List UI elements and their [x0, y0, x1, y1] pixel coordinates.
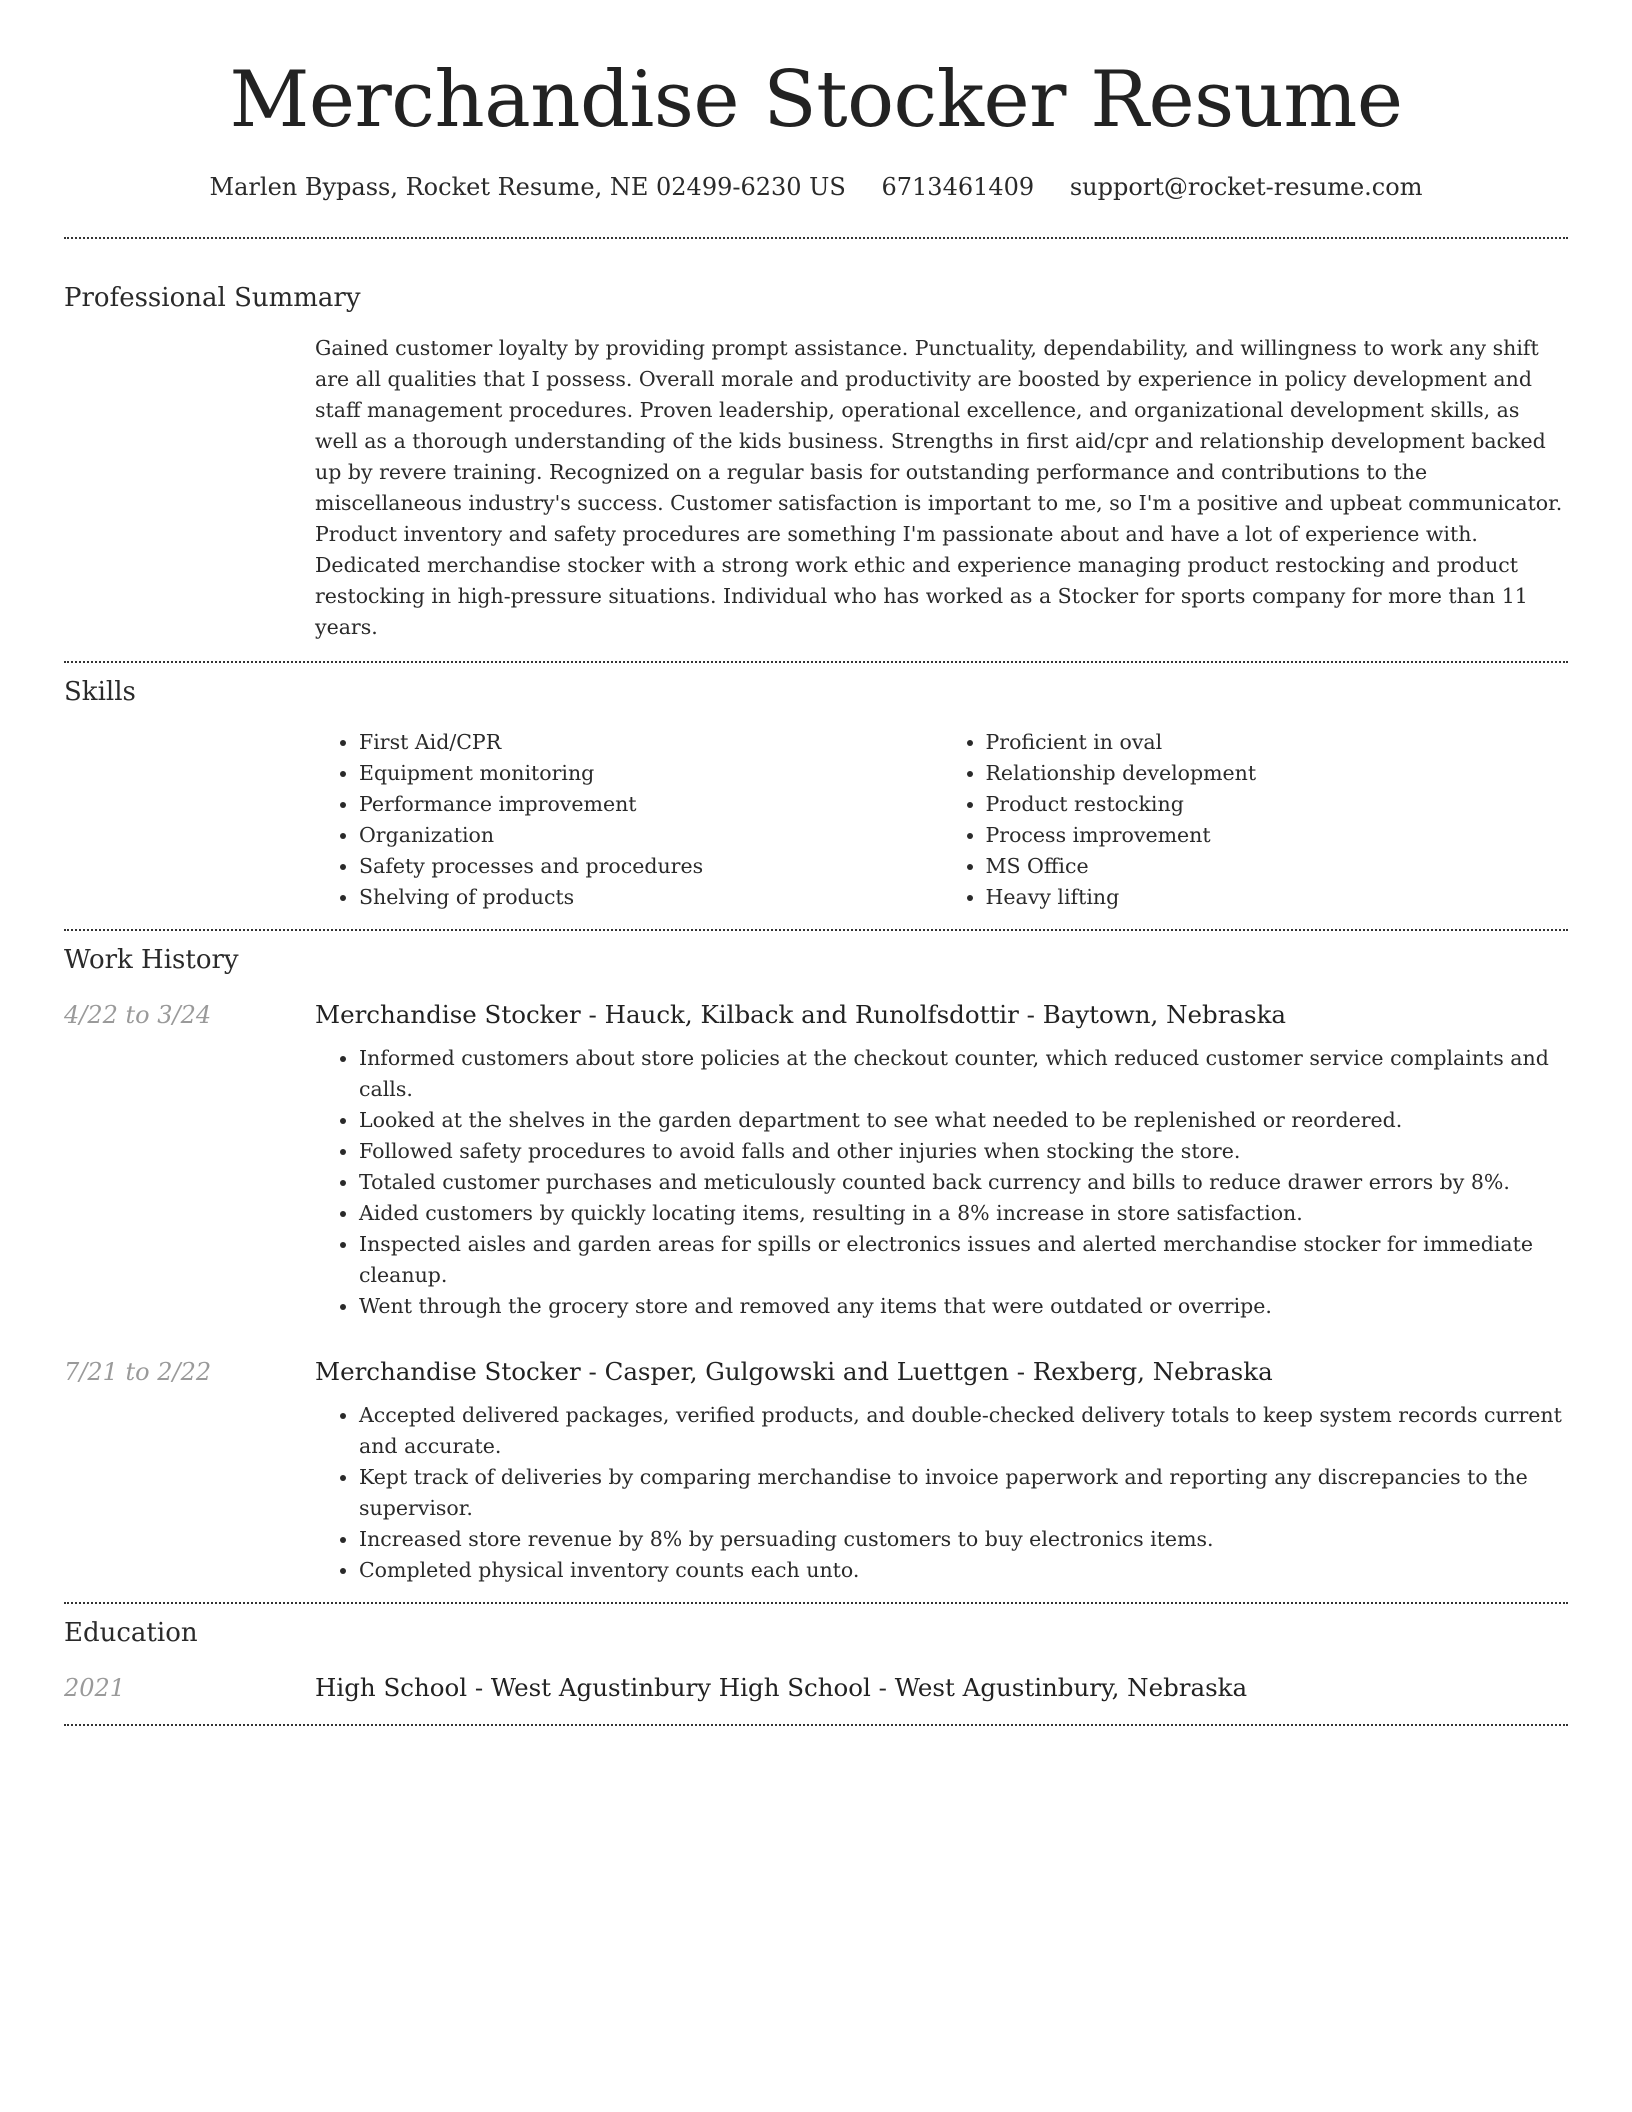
job-dates: 4/22 to 3/24 — [64, 1001, 212, 1029]
skill-item: • Performance improvement — [359, 789, 942, 820]
skill-item: • Shelving of products — [359, 882, 942, 913]
education-entry — [64, 1672, 1568, 1704]
skill-item: • Process improvement — [986, 820, 1569, 851]
skill-item: • Relationship development — [986, 758, 1569, 789]
skill-item: • Product restocking — [986, 789, 1569, 820]
skills-list — [315, 727, 1568, 913]
divider — [64, 1724, 1568, 1726]
job-bullet: • Completed physical inventory counts each unto. — [359, 1555, 1568, 1586]
divider — [64, 929, 1568, 931]
job-entry — [64, 999, 1568, 1322]
job-title: Merchandise Stocker - Hauck, Kilback and Runolfsdottir - Baytown, Nebraska — [315, 1000, 1287, 1029]
job-entry — [64, 1356, 1568, 1586]
education-date: 2021 — [64, 1674, 126, 1702]
job-bullet: • Accepted delivered packages, verified products, and double-checked delivery totals to keep system records current and accurate. — [359, 1400, 1568, 1462]
work-history-heading: Work History — [64, 945, 239, 975]
job-bullet: • Inspected aisles and garden areas for spills or electronics issues and alerted merchandise stocker for immediate cleanup. — [359, 1229, 1568, 1291]
skills-column-right — [942, 727, 1569, 913]
summary-text: Gained customer loyalty by providing prompt assistance. Punctuality, dependability, and willingness to work any shift are all qualities that I possess. Overall morale and productivity are boosted by experience in policy development and staff management procedures. Proven leadership, operational excellence, and organizational development skills, as well as a thorough understanding of the kids business. Strengths in first aid/cpr and relationship development backed up by revere training. Recognized on a regular basis for outstanding performance and contributions to the miscellaneous industry's success. Customer satisfaction is important to me, so I'm a positive and upbeat communicator. Product inventory and safety procedures are something I'm passionate about and have a lot of experience with. Dedicated merchandise stocker with a strong work ethic and experience managing product restocking and product restocking in high-pressure situations. Individual who has worked as a Stocker for sports company for more than 11 years. — [315, 336, 1563, 639]
summary-heading: Professional Summary — [64, 283, 361, 313]
job-bullet: • Increased store revenue by 8% by persuading customers to buy electronics items. — [359, 1524, 1568, 1555]
job-bullet: • Went through the grocery store and removed any items that were outdated or overripe. — [359, 1291, 1568, 1322]
skill-item: • Proficient in oval — [986, 727, 1569, 758]
work-history-section — [64, 943, 1568, 1586]
divider — [64, 1602, 1568, 1604]
resume-title: Merchandise Stocker Resume — [229, 55, 1403, 145]
education-title: High School - West Agustinbury High School - West Agustinbury, Nebraska — [315, 1673, 1248, 1702]
job-bullet: • Kept track of deliveries by comparing merchandise to invoice paperwork and reporting any discrepancies to the supervisor. — [359, 1462, 1568, 1524]
job-title: Merchandise Stocker - Casper, Gulgowski and Luettgen - Rexberg, Nebraska — [315, 1357, 1273, 1386]
skill-item: • Safety processes and procedures — [359, 851, 942, 882]
job-bullets — [315, 1043, 1568, 1322]
skill-item: • Equipment monitoring — [359, 758, 942, 789]
job-dates: 7/21 to 2/22 — [64, 1358, 212, 1386]
job-bullet: • Totaled customer purchases and meticulously counted back currency and bills to reduce drawer errors by 8%. — [359, 1167, 1568, 1198]
skill-item: • Heavy lifting — [986, 882, 1569, 913]
skills-section — [64, 675, 1568, 913]
summary-section — [64, 281, 1568, 643]
contact-email: support@rocket-resume.com — [1069, 173, 1423, 201]
skill-item: • Organization — [359, 820, 942, 851]
skill-item: • First Aid/CPR — [359, 727, 942, 758]
divider — [64, 237, 1568, 239]
skill-item: • MS Office — [986, 851, 1569, 882]
job-bullet: • Followed safety procedures to avoid falls and other injuries when stocking the store. — [359, 1136, 1568, 1167]
contact-line — [64, 170, 1568, 204]
job-bullet: • Informed customers about store policies at the checkout counter, which reduced customer service complaints and calls. — [359, 1043, 1568, 1105]
job-bullet: • Looked at the shelves in the garden department to see what needed to be replenished or reordered. — [359, 1105, 1568, 1136]
skills-column-left — [315, 727, 942, 913]
education-section — [64, 1616, 1568, 1704]
education-heading: Education — [64, 1618, 198, 1648]
divider — [64, 661, 1568, 663]
job-bullets — [315, 1400, 1568, 1586]
contact-address: Marlen Bypass, Rocket Resume, NE 02499-6230 US — [209, 173, 846, 201]
resume-page — [64, 0, 1568, 1726]
contact-phone: 6713461409 — [881, 173, 1035, 201]
job-bullet: • Aided customers by quickly locating items, resulting in a 8% increase in store satisfaction. — [359, 1198, 1568, 1229]
skills-heading: Skills — [64, 677, 136, 707]
